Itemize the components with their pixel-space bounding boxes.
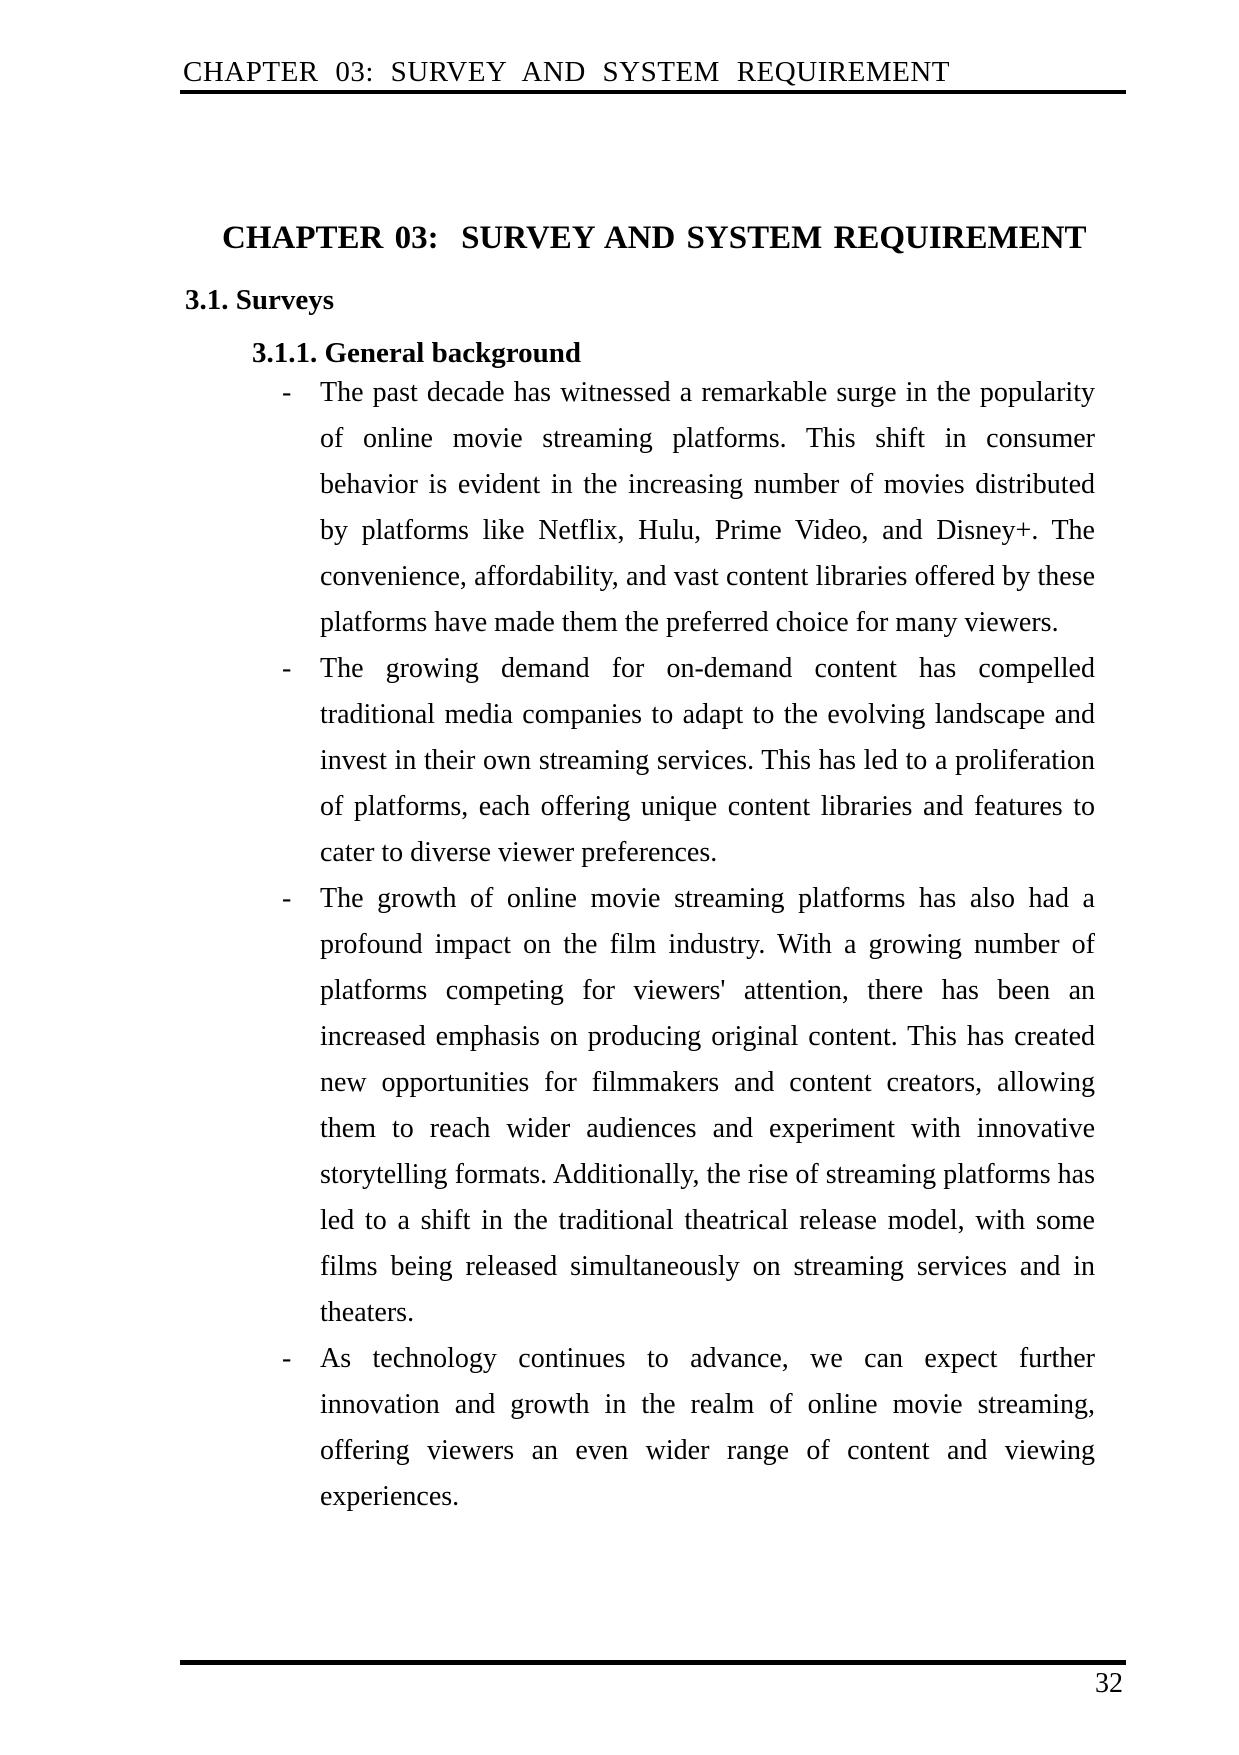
bullet-item — [282, 370, 1095, 646]
bullet-paragraph: As technology continues to advance, we can expect further innovation and growth in the realm of online movie streaming, offering viewers an even wider range of content and viewing experiences. — [320, 1343, 1095, 1512]
bullet-dash-marker: - — [282, 1343, 292, 1374]
running-header: CHAPTER 03: SURVEY AND SYSTEM REQUIREMENT — [183, 56, 951, 88]
bullet-list — [282, 370, 1095, 1520]
bullet-item — [282, 876, 1095, 1336]
bullet-item — [282, 1336, 1095, 1520]
subsection-heading-general-background: 3.1.1. General background — [252, 337, 581, 369]
bullet-dash-marker: - — [282, 653, 292, 684]
footer-rule-divider — [180, 1660, 1126, 1665]
bullet-dash-marker: - — [282, 883, 292, 914]
bullet-paragraph: The past decade has witnessed a remarkable surge in the popularity of online movie streaming platforms. This shift in consumer behavior is evident in the increasing number of movies distributed by platforms like Netflix, Hulu, Prime Video, and Disney+. The convenience, affordability, and vast content libraries offered by these platforms have made them the preferred choice for many viewers. — [320, 377, 1095, 638]
section-heading-surveys: 3.1. Surveys — [185, 284, 335, 316]
bullet-paragraph: The growing demand for on-demand content has compelled traditional media companies to adapt to the evolving landscape and invest in their own streaming services. This has led to a proliferation of platforms, each offering unique content libraries and features to cater to diverse viewer preferences. — [320, 653, 1095, 868]
bullet-item — [282, 646, 1095, 876]
page-number: 32 — [1095, 1668, 1123, 1699]
bullet-dash-marker: - — [282, 377, 292, 408]
header-rule-divider — [180, 90, 1126, 94]
chapter-title: CHAPTER 03: SURVEY AND SYSTEM REQUIREMENT — [222, 220, 1087, 256]
bullet-paragraph: The growth of online movie streaming platforms has also had a profound impact on the film industry. With a growing number of platforms competing for viewers' attention, there has been an increased emphasis on producing original content. This has created new opportunities for filmmakers and content creators, allowing them to reach wider audiences and experiment with innovative storytelling formats. Additionally, the rise of streaming platforms has led to a shift in the traditional theatrical release model, with some films being released simultaneously on streaming services and in theaters. — [320, 883, 1095, 1328]
